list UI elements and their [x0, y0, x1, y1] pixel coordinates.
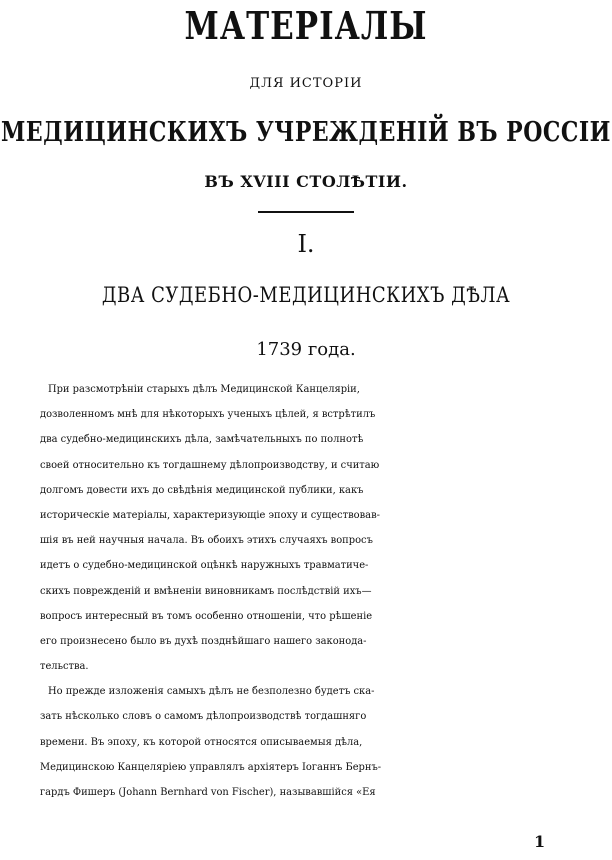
body-text: [40, 377, 610, 805]
heading: МЕДИЦИНСКИХЪ УЧРЕЖДЕНІЙ ВЪ РОССІИ: [1, 116, 611, 149]
text-line: скихъ поврежденій и вмѣненіи виновникамъ послѣдствій ихъ—: [40, 585, 372, 597]
section-number: I.: [297, 230, 315, 258]
section-title: ДВА СУДЕБНО-МЕДИЦИНСКИХЪ ДѢЛА: [101, 283, 511, 309]
century-heading: ВЪ XVIII СТОЛѢТІИ.: [204, 172, 408, 191]
text-line: гардъ Фишеръ (Johann Bernhard von Fischer), называвшійся «Ея: [40, 787, 376, 798]
text-line: При разсмотрѣніи старыхъ дѣлъ Медицинской Канцеляріи,: [48, 384, 360, 395]
text-line: тельства.: [40, 661, 89, 673]
text-line: дозволенномъ мнѣ для нѣкоторыхъ ученыхъ цѣлей, я встрѣтилъ: [40, 409, 376, 421]
text-line: идетъ о судебно-медицинской оцѣнкѣ наружныхъ травматиче-: [40, 560, 369, 572]
title-divider: [258, 211, 354, 213]
section-year: 1739 года.: [256, 339, 356, 360]
page-number: 1: [534, 832, 546, 851]
text-line: его произнесено было въ духѣ позднѣйшаго нашего законода-: [40, 635, 367, 647]
text-line: времени. Въ эпоху, къ которой относятся описываемыя дѣла,: [40, 736, 363, 748]
text-line: два судебно-медицинскихъ дѣла, замѣчательныхъ по полнотѣ: [40, 434, 364, 446]
text-line: вопросъ интересный въ томъ особенно отношеніи, что рѣшеніе: [40, 610, 373, 622]
text-line: своей относительно къ тогдашнему дѣлопроизводству, и считаю: [40, 459, 380, 471]
main-title: МАТЕРІАЛЫ: [184, 4, 428, 49]
text-line: Но прежде изложенія самыхъ дѣлъ не безполезно будетъ ска-: [48, 686, 375, 698]
text-line: шія въ ней научныя начала. Въ обоихъ этихъ случаяхъ вопросъ: [40, 535, 373, 547]
text-line: долгомъ довести ихъ до свѣдѣнія медицинской публики, какъ: [40, 484, 364, 496]
text-line: зать нѣсколько словъ о самомъ дѣлопроизводствѣ тогдашняго: [40, 711, 367, 723]
text-line: Медицинскою Канцеляріею управлялъ архіятеръ Іоганнъ Бернъ-: [40, 761, 382, 773]
subtitle: ДЛЯ ИСТОРІИ: [249, 76, 363, 91]
text-line: историческіе матеріалы, характеризующіе эпоху и существовав-: [40, 509, 380, 521]
